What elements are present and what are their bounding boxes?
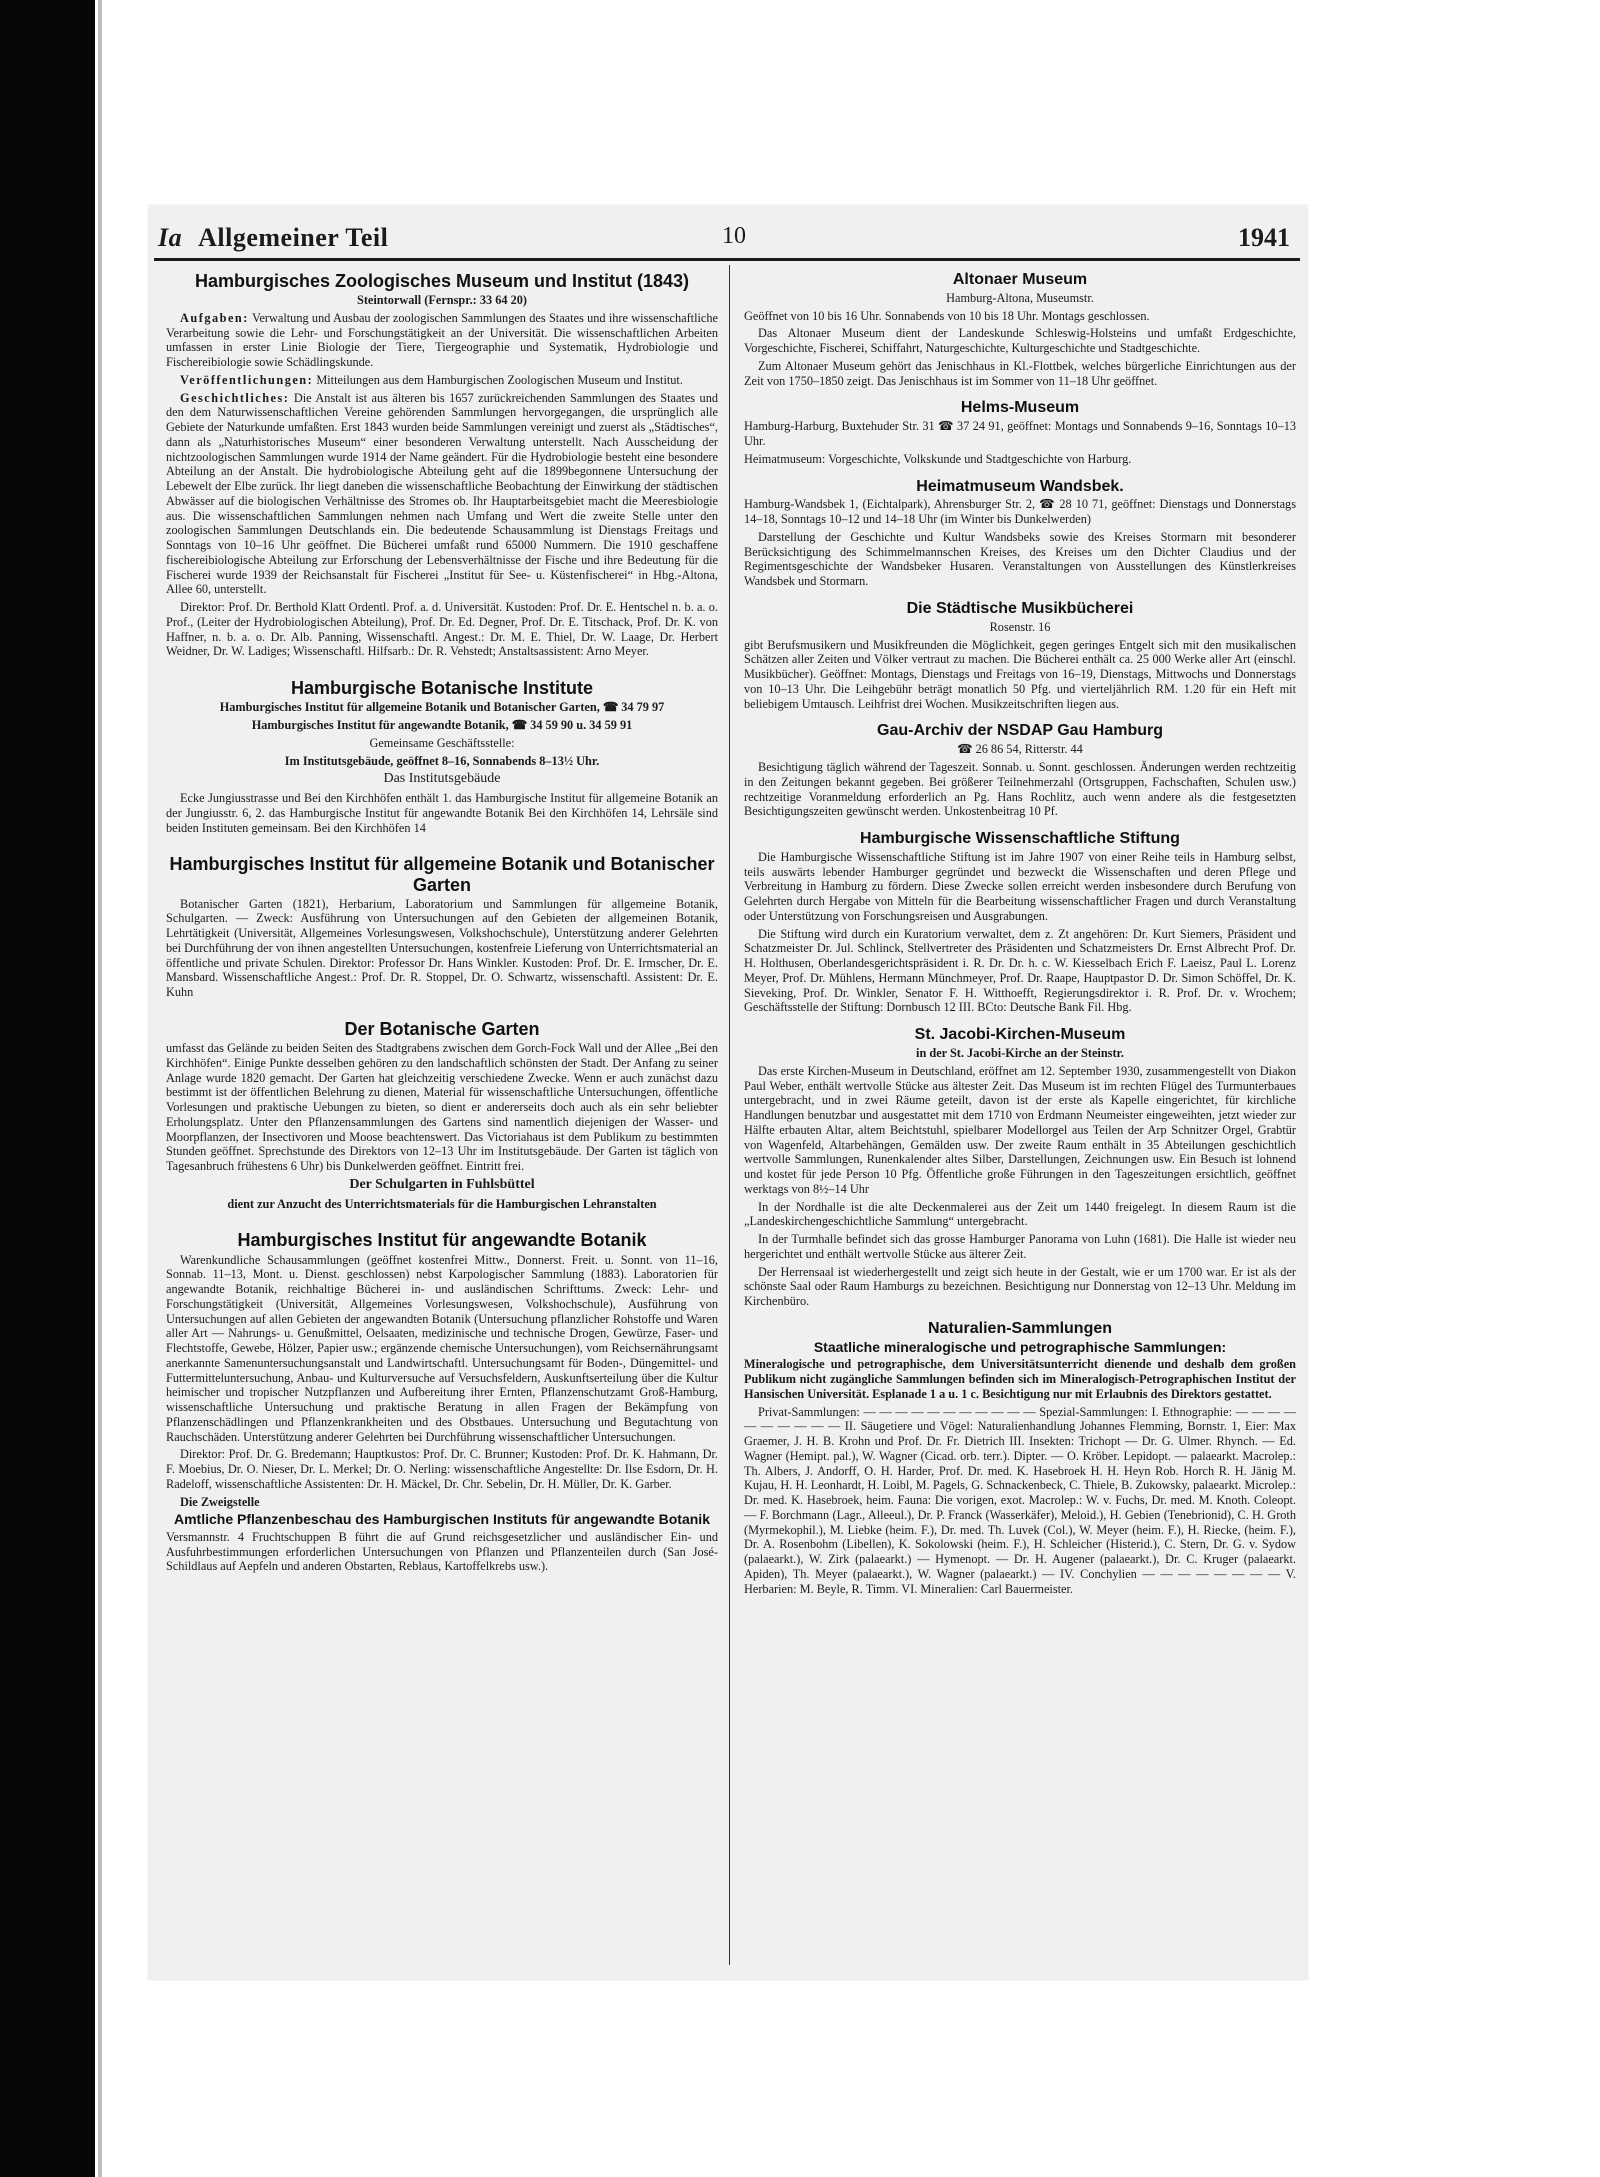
altona-address: Hamburg-Altona, Museumstr. <box>946 290 1094 305</box>
stiftung-text2: Die Stiftung wird durch ein Kuratorium verwaltet, dem z. Zt angehören: Dr. Kurt Siemers, Präsident und Schatzmeister Dr. Jul. Schlinck, Stellvertreter des Präsidenten und Schatzmeisters Dr. Ernst Albrecht Prof. Dr. H. Holthusen, Oberlandesgerichtspräsident i. R. Dr. Dr. h. c. W. Kiesselbach Erich F. Laeisz, Paul L. Lorenz Meyer, Prof. Dr. Mühlens, Hermann Münchmeyer, Prof. Dr. Raape, Hauptpastor D. Dr. Simon Schöffel, Dr. K. Sieveking, Prof. Dr. Winkler, Senator F. H. Witthoefft, Regierungsdirektor i. R. Prof. Dr. v. Wrochem; Geschäftsstelle der Stiftung: Dornbusch 12 III. BCto: Deutsche Bank Fil. Hbg. <box>744 926 1296 1015</box>
header-page-number: 10 <box>722 223 746 249</box>
musik-title: Die Städtische Musikbücherei <box>906 599 1134 617</box>
schul-text: dient zur Anzucht des Unterrichtsmaterials für die Hamburgischen Lehranstalten <box>227 1196 657 1211</box>
wandsbek-text1: Hamburg-Wandsbek 1, (Eichtalpark), Ahrensburger Str. 2, ☎ 28 10 71, geöffnet: Dienstags und Donnerstags 14–18, Sonntags 10–12 und 14–18 Uhr (im Winter bis Dunkelwerden) <box>744 497 1296 527</box>
zool-aufgaben-text: Verwaltung und Ausbau der zoologischen Sammlungen des Staates und ihre wissenschaftliche Verarbeitung sowie die Lehr- und Forschungstätigkeit an der Universität. Die wissenschaftlichen Arbeiten umfassen in erster Linie Biologie der Tiere, Tiergeographie und Systematik, Hydrobiologie und Fischereibiologie sowie Schädlingskunde. <box>166 310 719 370</box>
stiftung-title: Hamburgische Wissenschaftliche Stiftung <box>860 830 1180 848</box>
jacobi-text1: Das erste Kirchen-Museum in Deutschland, eröffnet am 12. September 1930, zusammengestellt von Diakon Paul Weber, enthält wertvolle Stücke aus ältester Zeit. Das Museum ist im rechten Flügel des Turmunterbaues untergebracht, und in zwei Räume geteilt, davon ist der erste als Kapelle eingerichtet, für kirchliche Handlungen benutzbar und ausgestattet mit dem 1710 von Erdmann Neumeister eingeweihten, jetzt wieder zur Hälfte erbauten Altar, altem Beichtstuhl, spielbarer Modellorgel aus Teilen der Arp Schnitzer Orgel, Grabtür von Wagenfeld, Altarbehängen, Gemälden usw. Der zweite Raum enthält in 35 Abteilungen geschichtlich wertvolle Sammlungen, Runenkalender altes Silber, Darstellungen, Zeichnungen usw. Ein Besuch ist lohnend und kostet für jede Person 10 Pfg. Öffentliche große Führungen in den Tageszeitungen ersichtlich, geöffnet werktags von 8½–14 Uhr <box>744 1063 1296 1196</box>
scan-edge-line <box>98 0 102 2177</box>
left-column <box>166 271 718 1577</box>
helms-text2: Heimatmuseum: Vorgeschichte, Volkskunde und Stadtgeschichte von Harburg. <box>744 451 1132 466</box>
zool-gesch <box>166 391 718 598</box>
allg-title: Hamburgisches Institut für allgemeine Botanik und Botanischer Garten <box>169 854 715 895</box>
jacobi-text4: Der Herrensaal ist wiederhergestellt und zeigt sich heute in der Gestalt, wie er um 1700 war. Er ist als der schönste Saal oder Raum Hamburgs zu bezeichnen. Besichtigung nur Donnerstag von 12–13 Uhr. Meldung im Kirchenbüro. <box>744 1264 1296 1309</box>
document-page <box>148 205 1308 1980</box>
botan-geb-label: Das Institutsgebäude <box>383 771 501 787</box>
botan-line1: Hamburgisches Institut für allgemeine Botanik und Botanischer Garten, ☎ 34 79 97 <box>219 700 665 715</box>
amtl-title: Amtliche Pflanzenbeschau des Hamburgischen Instituts für angewandte Botanik <box>174 1511 710 1528</box>
header-title: Allgemeiner Teil <box>198 223 389 252</box>
altona-hours: Geöffnet von 10 bis 16 Uhr. Sonnabends von 10 bis 18 Uhr. Montags geschlossen. <box>744 308 1150 323</box>
angew-staff: Direktor: Prof. Dr. G. Bredemann; Hauptkustos: Prof. Dr. C. Brunner; Kustoden: Prof. Dr. K. Hahmann, Dr. F. Moebius, Dr. O. Nieser, Dr. L. Merkel; Dr. O. Nerling: wissenschaftliche Angestellte: Dr. Ilse Esdorn, Dr. H. Radeloff, wissenschaftliche Assistenten: Dr. H. Mäckel, Dr. Chr. Sebelin, Dr. H. Müller, Dr. K. Garber. <box>166 1447 718 1491</box>
header-rule <box>154 258 1300 261</box>
zool-veroeff <box>166 373 718 388</box>
musik-text: gibt Berufsmusikern und Musikfreunden die Möglichkeit, gegen geringes Entgelt sich mit den musikalischen Schätzen aller Zeiten und Völker vertraut zu machen. Die Bücherei enthält ca. 25 000 Werke aller Art (einschl. Musikbücher). Geöffnet: Montags, Dienstags und Freitags von 16–19, Dienstags, Mittwochs und Donnerstags von 10–13 Uhr. Die Leihgebühr beträgt monatlich 50 Pfg. und vierteljährlich RM. 1.20 für ein Heft mit beliebigem Umtausch. Leihfrist drei Wochen. Musikzeitschriften liegen aus. <box>744 637 1296 711</box>
zool-veroeff-text: Mitteilungen aus dem Hamburgischen Zoologischen Museum und Institut. <box>316 372 683 387</box>
musik-address: Rosenstr. 16 <box>989 619 1051 634</box>
zool-title: Hamburgisches Zoologisches Museum und Institut (1843) <box>194 271 690 291</box>
garten-title: Der Botanische Garten <box>344 1018 540 1039</box>
botan-line2: Hamburgisches Institut für angewandte Botanik, ☎ 34 59 90 u. 34 59 91 <box>251 718 633 733</box>
jacobi-title: St. Jacobi-Kirchen-Museum <box>914 1026 1126 1044</box>
angew-title: Hamburgisches Institut für angewandte Botanik <box>237 1230 647 1251</box>
garten-text: umfasst das Gelände zu beiden Seiten des Stadtgrabens zwischen dem Gorch-Fock Wall und der Allee „Bei den Kirchhöfen“. Einige Punkte desselben gehören zu den landschaftlich schönsten der Stadt. Der Anfang zu seiner Anlage wurde 1820 gemacht. Der Garten hat gleichzeitig verschiedene Zwecke. Wenn er auch zunächst dazu bestimmt ist der öffentlichen Belehrung zu dienen, Material für wissenschaftliche Untersuchungen, öffentliche Vorlesungen und praktische Uebungen zu bieten, so dient er andererseits doch auch als ein sehr beliebter Erholungsplatz. Unter den Pflanzensammlungen des Gartens sind namentlich diejenigen der Wasser- und Moorpflanzen, der Insectivoren und Moose beachtenswert. Das Victoriahaus ist dem Publikum zu bestimmten Stunden geöffnet. Sprechstunde des Direktors von 12–13 Uhr im Institutsgebäude. Der Garten ist täglich von Tagesanbruch frühestens 6 Uhr) bis Dunkelwerden geöffnet. Eintritt frei. <box>166 1041 718 1174</box>
altona-text1: Das Altonaer Museum dient der Landeskunde Schleswig-Holsteins und umfaßt Erdgeschichte, Vorgeschichte, Fischerei, Schiffahrt, Naturgeschichte, Kulturgeschichte und Stadtgeschichte. <box>744 326 1296 356</box>
natur-text1: Mineralogische und petrographische, dem Universitätsunterricht dienende und deshalb dem großen Publikum nicht zugängliche Sammlungen befinden sich im Mineralogisch-Petrographischen Institut der Hansischen Universität. Esplanade 1 a u. 1 c. Besichtigung nur mit Erlaubnis des Direktors gestattet. <box>744 1357 1296 1401</box>
zool-gesch-text: Die Anstalt ist aus älteren bis 1657 zurückreichenden Sammlungen des Staates und den dem Naturwissenschaftlichen Vereine gehörenden Sammlungen hervorgegangen, die ursprünglich alle Gebiete der Naturkunde umfaßten. Erst 1843 wurden beide Sammlungen vereinigt und zuerst als „Städtisches“, dann als „Naturhistorisches Museum“ einer besonderen Verwaltung unterstellt. Nach Ausscheidung der nichtzoologischen Sammlungen wurde 1914 der Name geändert. Für die Hydrobiologie besteht eine besondere Abteilung an der Anstalt. Die hydrobiologische Abteilung geht auf die 1899begonnene Untersuchung der Lebewelt der Elbe zurück. Ihr liegt daneben die wissenschaftliche Beobachtung der Einwirkung der städtischen Abwässer auf die biologischen Verhältnisse des Stromes ob. Ihr Hauptarbeitsgebiet macht die Meeresbiologie aus. Die wissenschaftlichen Sammlungen nehmen nach Umfang und Wert die zweite Stelle unter den zoologischen Sammlungen Deutschlands ein. Die bedeutende Schausammlung ist Dienstags Freitags und Sonntags von 10–16 Uhr geöffnet. Die Bücherei umfaßt rund 65000 Nummern. Die 1910 geschaffene fischereibiologische Abteilung zur Erforschung der Lebensverhältnisse der Fische und ihre Bedeutung für die Fischerei wurde 1939 der Reichsanstalt für Fischerei „Institut für See- u. Küstenfischerei“ in Hbg.-Altona, Allee 60, unterstellt. <box>166 390 719 597</box>
scan-edge-bar <box>0 0 95 2177</box>
wandsbek-text2: Darstellung der Geschichte und Kultur Wandsbeks sowie des Kreises Stormarn mit besonderer Berücksichtigung des Schimmelmannschen Kreises, des Kreises um den Dichter Claudius und der Regimentsgeschichte der Wandsbeker Husaren. Veranstaltungen von Ausstellungen des Künstlerkreises Wandsbek und Stormarn. <box>744 529 1296 589</box>
angew-text: Warenkundliche Schausammlungen (geöffnet kostenfrei Mittw., Donnerst. Freit. u. Sonnt. von 11–16, Sonnab. 11–13, Mont. u. Dienst. geschlossen) nebst Karpologischer Sammlung (1883). Laboratorien für angewandte Botanik, reichhaltige Bücherei in- und ausländischen Schrifttums. Zweck: Lehr- und Forschungstätigkeit (Universität, Allgemeines Vorlesungswesen, Volkshochschule), Ausführung von Untersuchungen auf allen Gebieten der angewandten Botanik (Untersuchung pflanzlicher Rohstoffe und Waren aller Art — Nahrungs- u. Genußmittel, Oelsaaten, medizinische und technische Drogen, Gewürze, Faser- und Flechtstoffe, Gewebe, Hölzer, Papier usw.; ergänzende chemische Untersuchungen), vom Reichsernährungsamt anerkannte Samenuntersuchungsanstalt und Landwirtschaftl. Untersuchungsamt für Boden-, Düngemittel- und Futtermitteluntersuchung, Anbau- und Kulturversuche auf Versuchsfeldern, Auskunftserteilung über die Kultur heimischer und tropischer Nutzpflanzen und Aufbereitung ihrer Ernten, Pflanzenschutzamt Groß-Hamburg, wissenschaftliche Untersuchung und praktische Beratung in allen Fragen der Bekämpfung von Pflanzenschädlingen und Pflanzenkrankheiten und des Obstbaues. Untersuchung und Begutachtung von Rauchschäden. Unterstützung anderer Gelehrten bei Durchführung wissenschaftlicher Untersuchungen. <box>166 1252 718 1444</box>
schul-label: Der Schulgarten in Fuhlsbüttel <box>349 1176 535 1192</box>
zool-aufgaben-label: Aufgaben: <box>180 310 249 325</box>
natur-subtitle: Staatliche mineralogische und petrographische Sammlungen: <box>813 1338 1227 1355</box>
header-section: Ia <box>158 223 183 252</box>
natur-title: Naturalien-Sammlungen <box>927 1319 1113 1337</box>
botan-geb-text: Ecke Jungiusstrasse und Bei den Kirchhöfen enthält 1. das Hamburgische Institut für allgemeine Botanik an der Jungiusstr. 6, 2. das Hamburgische Institut für angewandte Botanik Bei den Kirchhöfen 14, Lehrsäle sind beiden Instituten gemeinsam. Bei den Kirchhöfen 14 <box>166 791 718 835</box>
zool-gesch-label: Geschichtliches: <box>180 390 290 405</box>
allg-text: Botanischer Garten (1821), Herbarium, Laboratorium und Sammlungen für allgemeine Botanik, Schulgarten. — Zweck: Ausführung von Untersuchungen auf den Gebieten der allgemeinen Botanik, Lehrtätigkeit (Universität, Allgemeines Vorlesungswesen, Volkshochschule), Unterstützung anderer Gelehrten bei Durchführung der von ihnen angestellten Untersuchungen, kostenfreie Lieferung von Unterrichtsmaterial an öffentliche und private Schulen. Direktor: Professor Dr. Hans Winkler. Kustoden: Prof. Dr. E. Irmscher, Dr. E. Mansbard. Wissenschaftliche Angest.: Prof. Dr. R. Stoppel, Dr. O. Schwartz, wissenschaftl. Assistent: Dr. E. Kuhn <box>166 896 718 1000</box>
column-divider <box>729 265 730 1965</box>
zool-address: Steintorwall (Fernspr.: 33 64 20) <box>357 293 527 308</box>
jacobi-text2: In der Nordhalle ist die alte Deckenmalerei aus der Zeit um 1440 freigelegt. In diesem Raum ist die „Landeskirchengeschichtliche Sammlung“ untergebracht. <box>744 1199 1296 1229</box>
botan-gem-text: Im Institutsgebäude, geöffnet 8–16, Sonnabends 8–13½ Uhr. <box>284 753 600 768</box>
botan-gem-label: Gemeinsame Geschäftsstelle: <box>369 735 515 750</box>
gau-text: Besichtigung täglich während der Tageszeit. Sonnab. u. Sonnt. geschlossen. Änderungen werden rechtzeitig in den Zeitungen bekannt gegeben. Bei größerer Teilnehmerzahl (Ortsgruppen, Fachschaften, Schulen usw.) rechtzeitige Voranmeldung erforderlich an Pg. Hans Rochlitz, auch wenn andere als die festgesetzten Besichtigungszeiten gewünscht werden. Unkostenbeitrag 10 Pf. <box>744 760 1296 819</box>
zool-aufgaben <box>166 311 718 370</box>
altona-text2: Zum Altonaer Museum gehört das Jenischhaus in Kl.-Flottbek, welches bürgerliche Einrichtungen aus der Zeit von 1750–1850 zeigt. Das Jenischhaus ist im Sommer von 11–18 Uhr geöffnet. <box>744 358 1296 388</box>
gau-title: Gau-Archiv der NSDAP Gau Hamburg <box>877 722 1163 740</box>
stiftung-text1: Die Hamburgische Wissenschaftliche Stiftung ist im Jahre 1907 von einer Reihe teils in Hamburg selbst, teils auswärts lebender Hamburger gegründet und bezweckt die Wissenschaften und deren Pflege und Verbreitung in Hamburg zu fördern. Diese Zwecke sollen erreicht werden insbesondere durch Berufung von Gelehrten durch Hergabe von Mitteln für die Bearbeitung wissenschaftlicher Fragen und durch Veranstaltung oder Unterstützung von Forschungsreisen und Ausgrabungen. <box>744 849 1296 923</box>
natur-text2: Privat-Sammlungen: — — — — — — — — — — — Spezial-Sammlungen: I. Ethnographie: — — — — — — — — — — II. Säugetiere und Vögel: Naturalienhandlung Johannes Flemming, Bornstr. 1, Eier: Max Graemer, J. H. B. Krohn und Prof. Dr. Fr. Dietrich III. Insekten: Trichopt — Dr. G. Ulmer. Rhynch. — Ed. Wagner (Hemipt. pal.), W. Wagner (Cicad. orb. terr.). Dipter. — O. Kröber. Lepidopt. — palaearkt. Macrolep.: Th. Albers, J. Andorff, O. H. Harder, Prof. Dr. med. K. Hasebroek H. H. Heyn Rob. Horch R. H. Jänig M. Kujau, H. H. Leonhardt, H. Loibl, M. Pagels, G. Schnackenbeck, C. Thiele, B. Zukowsky, palaearkt. Microlep.: Dr. med. K. Hasebroek, heim. Fauna: Die vorigen, exot. Macrolep.: W. v. Fuchs, Dr. med. M. Knoth. Coleopt. — F. Borchmann (Lagr., Alleeul.), Dr. P. Franck (Wasserkäfer), Meloid.), H. Gebien (Tenebrionid), C. H. Groth (Myrmekophil.), M. Liebke (heim. F.), Dr. med. Th. Luvek (Col.), W. Meyer (heim. F.), H. Riecke, (heim. F.), Dr. A. Rosenbohm (Libellen), K. Sokolowski (heim. F.), H. Schleicher (Histerid.), C. Stern, Dr. G. v. Sydow (palaearkt.), W. Zirk (palaearkt.) — Hymenopt. — Dr. H. Augener (palaearkt.), Dr. C. Kruger (palaearkt. Apiden), Th. Meyer (palaearkt.), W. Wagner (palaearkt.) — IV. Conchylien — — — — — — — — V. Herbarien: M. Beyle, R. Timm. VI. Mineralien: Carl Bauermeister. <box>744 1404 1296 1596</box>
header-left <box>158 223 388 253</box>
jacobi-text3: In der Turmhalle befindet sich das grosse Hamburger Panorama von Luhn (1681). Die Halle ist wieder neu hergerichtet und enthält wertvolle Stücke aus älterer Zeit. <box>744 1232 1296 1261</box>
jacobi-subtitle: in der St. Jacobi-Kirche an der Steinstr. <box>916 1046 1124 1061</box>
helms-text1: Hamburg-Harburg, Buxtehuder Str. 31 ☎ 37 24 91, geöffnet: Montags und Sonnabends 9–16, Sonntags 10–13 Uhr. <box>744 419 1296 449</box>
right-column <box>744 271 1296 1599</box>
zool-staff: Direktor: Prof. Dr. Berthold Klatt Ordentl. Prof. a. d. Universität. Kustoden: Prof. Dr. E. Hentschel n. b. a. o. Prof., (Leiter der Hydrobiologischen Abteilung), Prof. Dr. Ed. Degner, Prof. Dr. E. Titschack, Prof. Dr. K. von Haffner, n. b. a. o. Dr. Alb. Panning, Wissenschaftl. Angest.: Dr. M. E. Thiel, Dr. W. Laage, Dr. Herbert Weidner, Dr. W. Ladiges; Wissenschaftl. Hilfsarb.: Dr. R. Vehstedt; Anstaltsassistent: Arno Meyer. <box>166 600 718 659</box>
altona-title: Altonaer Museum <box>952 271 1088 288</box>
gau-address: ☎ 26 86 54, Ritterstr. 44 <box>957 742 1083 757</box>
helms-title: Helms-Museum <box>960 399 1080 417</box>
botan-title: Hamburgische Botanische Institute <box>290 678 594 699</box>
zweig-label: Die Zweigstelle <box>180 1494 260 1509</box>
page-header <box>152 223 1304 253</box>
amtl-text: Versmannstr. 4 Fruchtschuppen B führt die auf Grund reichsgesetzlicher und ausländischer Ein- und Ausfuhrbestimmungen erforderlichen Untersuchungen von Pflanzen und Pflanzenteilen durch (San José-Schildlaus auf Aepfeln und anderen Obstarten, Reblaus, Kartoffelkrebs usw.). <box>166 1529 718 1574</box>
header-year: 1941 <box>1238 223 1290 252</box>
wandsbek-title: Heimatmuseum Wandsbek. <box>916 477 1124 495</box>
zool-veroeff-label: Veröffentlichungen: <box>180 372 314 387</box>
